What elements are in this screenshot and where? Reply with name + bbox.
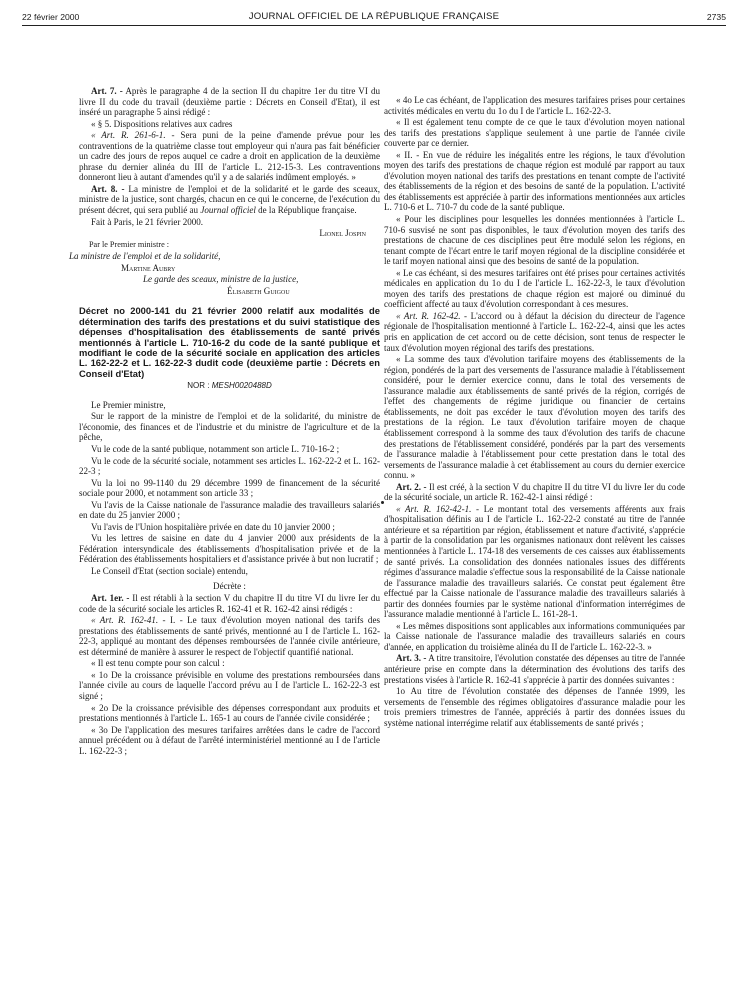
ministre-emploi: La ministre de l'emploi et de la solidarité,: [69, 251, 221, 262]
vu-6: Vu les lettres de saisine en date du 4 janvier 2000 aux présidents de la Fédération intersyndicale des établissements d'hospitalisation privée et de la Fédération des établissements hospitaliers et d'assistance privée à but non lucratif ;: [79, 533, 380, 565]
page-header: [22, 9, 726, 26]
garde-des-sceaux: Le garde des sceaux, ministre de la justice,: [143, 274, 299, 285]
article-3: Art. 3. - A titre transitoire, l'évolution constatée des dépenses au titre de l'année antérieure prise en compte dans la détermination des évolutions des tarifs des prestations visées à l'article R. 162-41 s'apprécie à partir des données suivantes :: [384, 653, 685, 685]
article-8: Art. 8. - La ministre de l'emploi et de la solidarité et le garde des sceaux, ministre de la justice, sont chargés, chacun en ce qui le concerne, de l'exécution du présent décret, qui sera publié au Journal officiel de la République française.: [79, 183, 380, 216]
par-le-premier-ministre: Par le Premier ministre :: [89, 239, 170, 249]
vu-4: Vu l'avis de la Caisse nationale de l'assurance maladie des travailleurs salariés en date du 25 janvier 2000 ;: [79, 499, 380, 521]
decrete: Décrète :: [213, 580, 246, 591]
right-para-7: 1o Au titre de l'évolution constatée des dépenses de l'année 1999, les versements de l'ensemble des régimes obligatoires d'assurance maladie pour les trois premiers trimestres de l'année, appréciés à partir des données issues du système national interrégime relatif aux établissements de santé privés ;: [384, 686, 685, 728]
right-para-2: « II. - En vue de réduire les inégalités entre les régions, le taux d'évolution moyen des tarifs des prestations de chaque région est modulé par rapport au taux d'évolution moyen national des tarifs des prestations en tenant compte de l'activité des établissements de la région et des besoins de santé de la population. L'activité des établissements est appréciée à partir des informations mentionnées aux articles L. 710-6 et L. 710-7 du code de la santé publique.: [384, 149, 685, 213]
paragraph-5-heading: « § 5. Dispositions relatives aux cadres: [91, 118, 233, 129]
criterion-3: « 3o De l'application des mesures tarifaires arrêtées dans le cadre de l'accord annuel précédent ou à défaut de l'arrêté interministériel mentionné au I de l'article L. 162-22-3 ;: [79, 724, 380, 756]
article-r162-42: « Art. R. 162-42. - L'accord ou à défaut la décision du directeur de l'agence régionale de l'hospitalisation mentionné à l'article L. 162-22-4, ainsi que les actes pris en application de cet accord ou de cette décision, sont tenus de respecter le taux d'évolution moyen régional des tarifs des prestations.: [384, 310, 685, 353]
article-r162-41: « Art. R. 162-41. - I. - Le taux d'évolution moyen national des tarifs des prestations des établissements de santé privés, mentionné au I de l'article L. 162-22-3, appliqué au montant des dépenses remboursées de l'année civile antérieure, est déterminé de manière à assurer le respect de l'objectif quantifié national.: [79, 615, 380, 657]
signature-aubry: Martine Aubry: [121, 262, 176, 273]
right-para-5: « La somme des taux d'évolution tarifaire moyens des établissements de la région, pondérés de la part des versements de l'assurance maladie à l'établissement considéré, pour le dernier exercice connu, dans le total des versements de l'assurance maladie aux établissements de santé privés de la région, corrigés de l'effet des changements de régime juridique ou financier de certains établissements, ne doit pas excéder le taux d'évolution moyen des tarifs des prestations de la région. Le taux d'évolution tarifaire moyen de chaque établissement correspond à la somme des taux d'évolution des tarifs de chacune des prestations de l'établissement considéré, pondérés par la part des versements de l'assurance maladie à l'établissement pour cette prestation dans le total des versements de l'assurance maladie à cet établissement au cours du dernier exercice connu. »: [384, 354, 685, 481]
premier-ministre: Le Premier ministre,: [91, 399, 166, 410]
right-para-3: « Pour les disciplines pour lesquelles les données mentionnées à l'article L. 710-6 susvisé ne sont pas disponibles, le taux d'évolution moyen des tarifs des prestations de chacune de ces disciplines peut être modulé selon les régions, en tenant compte de l'écart entre le tarif moyen régional de la discipline considérée et le tarif moyen national ainsi que des besoins de santé de la population.: [384, 214, 685, 267]
vu-3: Vu la loi no 99-1140 du 29 décembre 1999 de financement de la sécurité sociale pour 2000, et notamment son article 33 ;: [79, 477, 380, 499]
signature-guigou: Élisabeth Guigou: [227, 285, 290, 296]
left-column: [69, 86, 380, 757]
right-column: [384, 95, 685, 729]
right-para-4: « Le cas échéant, si des mesures tarifaires ont été prises pour certaines activités médicales en application du 1o du I de l'article L. 162-22-3, le taux d'évolution moyen des tarifs des prestations de chaque région est majoré ou diminué du coefficient affecté au taux d'évolution correspondant à ces mesures.: [384, 267, 685, 310]
decree-title: Décret no 2000-141 du 21 février 2000 relatif aux modalités de détermination des tarifs des prestations et du suivi statistique des dépenses d'hospitalisation des établissements de santé privés mentionnés à l'article L. 710-16-2 du code de la santé publique et modifiant le code de la sécurité sociale en application des articles L. 162-22-2 et L. 162-22-3 dudit code (deuxième partie : Décrets en Conseil d'Etat): [79, 305, 380, 379]
fait-a-paris: Fait à Paris, le 21 février 2000.: [91, 216, 204, 227]
vu-5: Vu l'avis de l'Union hospitalière privée en date du 10 janvier 2000 ;: [91, 521, 335, 532]
vu-1: Vu le code de la santé publique, notamment son article L. 710-16-2 ;: [91, 443, 340, 454]
header-journal-title: JOURNAL OFFICIEL DE LA RÉPUBLIQUE FRANÇAISE: [248, 11, 500, 22]
nor-reference: NOR : MESH0020488D: [187, 381, 272, 391]
article-r162-42-1: « Art. R. 162-42-1. - Le montant total des versements afférents aux frais d'hospitalisation définis au I de l'article L. 162-22-2 constaté au titre de l'année antérieure et sa répartition par région, établissement et nature d'activité, s'apprécie à partir de la consolidation par les organismes nationaux dont relèvent les caisses mentionnées à l'article L. 174-18 des versements de ces caisses aux établissements de santé privés. La consolidation des données nationales issues des différents régimes d'assurance maladie s'effectue sous la responsabilité de la Caisse nationale de l'assurance maladie des travailleurs salariés. Ce constat peut également être effectué par la Caisse nationale de l'assurance maladie des travailleurs salariés à partir des données fournies par le système national d'information interrégimes de l'assurance maladie mentionné à l'article L. 161-28-1.: [384, 503, 686, 620]
header-page-number: 2735: [706, 12, 726, 22]
header-date: 22 février 2000: [22, 12, 80, 22]
criterion-2: « 2o De la croissance prévisible des dépenses correspondant aux produits et prestations mentionnés à l'article L. 165-1 au cours de l'année civile considérée ;: [79, 702, 380, 724]
criterion-4: « 4o Le cas échéant, de l'application des mesures tarifaires prises pour certaines activités médicales en vertu du 1o du I de l'article L. 162-22-3.: [384, 95, 685, 116]
compte: « Il est tenu compte pour son calcul :: [91, 658, 225, 669]
article-2: Art. 2. - Il est créé, à la section V du chapitre II du titre VI du livre Ier du code de la sécurité sociale, un article R. 162-42-1 ainsi rédigé :: [384, 481, 685, 503]
article-1: Art. 1er. - Il est rétabli à la section V du chapitre II du titre VI du livre Ier du code de la sécurité sociale les articles R. 162-41 et R. 162-42 ainsi rédigés :: [79, 593, 380, 614]
signature-jospin: Lionel Jospin: [319, 228, 366, 239]
right-para-1: « Il est également tenu compte de ce que le taux d'évolution moyen national des tarifs des prestations s'applique seulement à une partie de l'année civile couverte par ce dernier.: [384, 117, 685, 149]
criterion-1: « 1o De la croissance prévisible en volume des prestations remboursées dans l'année civile au cours de laquelle l'accord prévu au I de l'article L. 162-22-3 est signé ;: [79, 669, 380, 701]
vu-2: Vu le code de la sécurité sociale, notamment ses articles L. 162-22-2 et L. 162-22-3 ;: [79, 455, 380, 477]
conseil-etat: Le Conseil d'Etat (section sociale) entendu,: [91, 565, 248, 576]
rapport: Sur le rapport de la ministre de l'emploi et de la solidarité, du ministre de l'économie, des finances et de l'industrie et du ministre de l'agriculture et de la pêche,: [79, 411, 380, 443]
right-para-6: « Les mêmes dispositions sont applicables aux informations communiquées par la Caisse nationale de l'assurance maladie des travailleurs salariés en cours d'année, en application du troisième alinéa du II de l'article L. 162-22-3. »: [384, 620, 685, 652]
article-r261-6-1: « Art. R. 261-6-1. - Sera puni de la peine d'amende prévue pour les contraventions de la quatrième classe tout employeur qui n'aura pas fait bénéficier un cadre des jours de repos auquel ce cadre a droit en application de la deuxième phrase du dernier alinéa du III de l'article L. 212-15-3. Les contraventions donneront lieu à autant d'amendes qu'il y a de salariés indûment employés. »: [79, 130, 380, 183]
article-7: Art. 7. - Après le paragraphe 4 de la section II du chapitre 1er du titre VI du livre II du code du travail (deuxième partie : Décrets en Conseil d'Etat), il est inséré un paragraphe 5 ainsi rédigé :: [79, 86, 380, 118]
